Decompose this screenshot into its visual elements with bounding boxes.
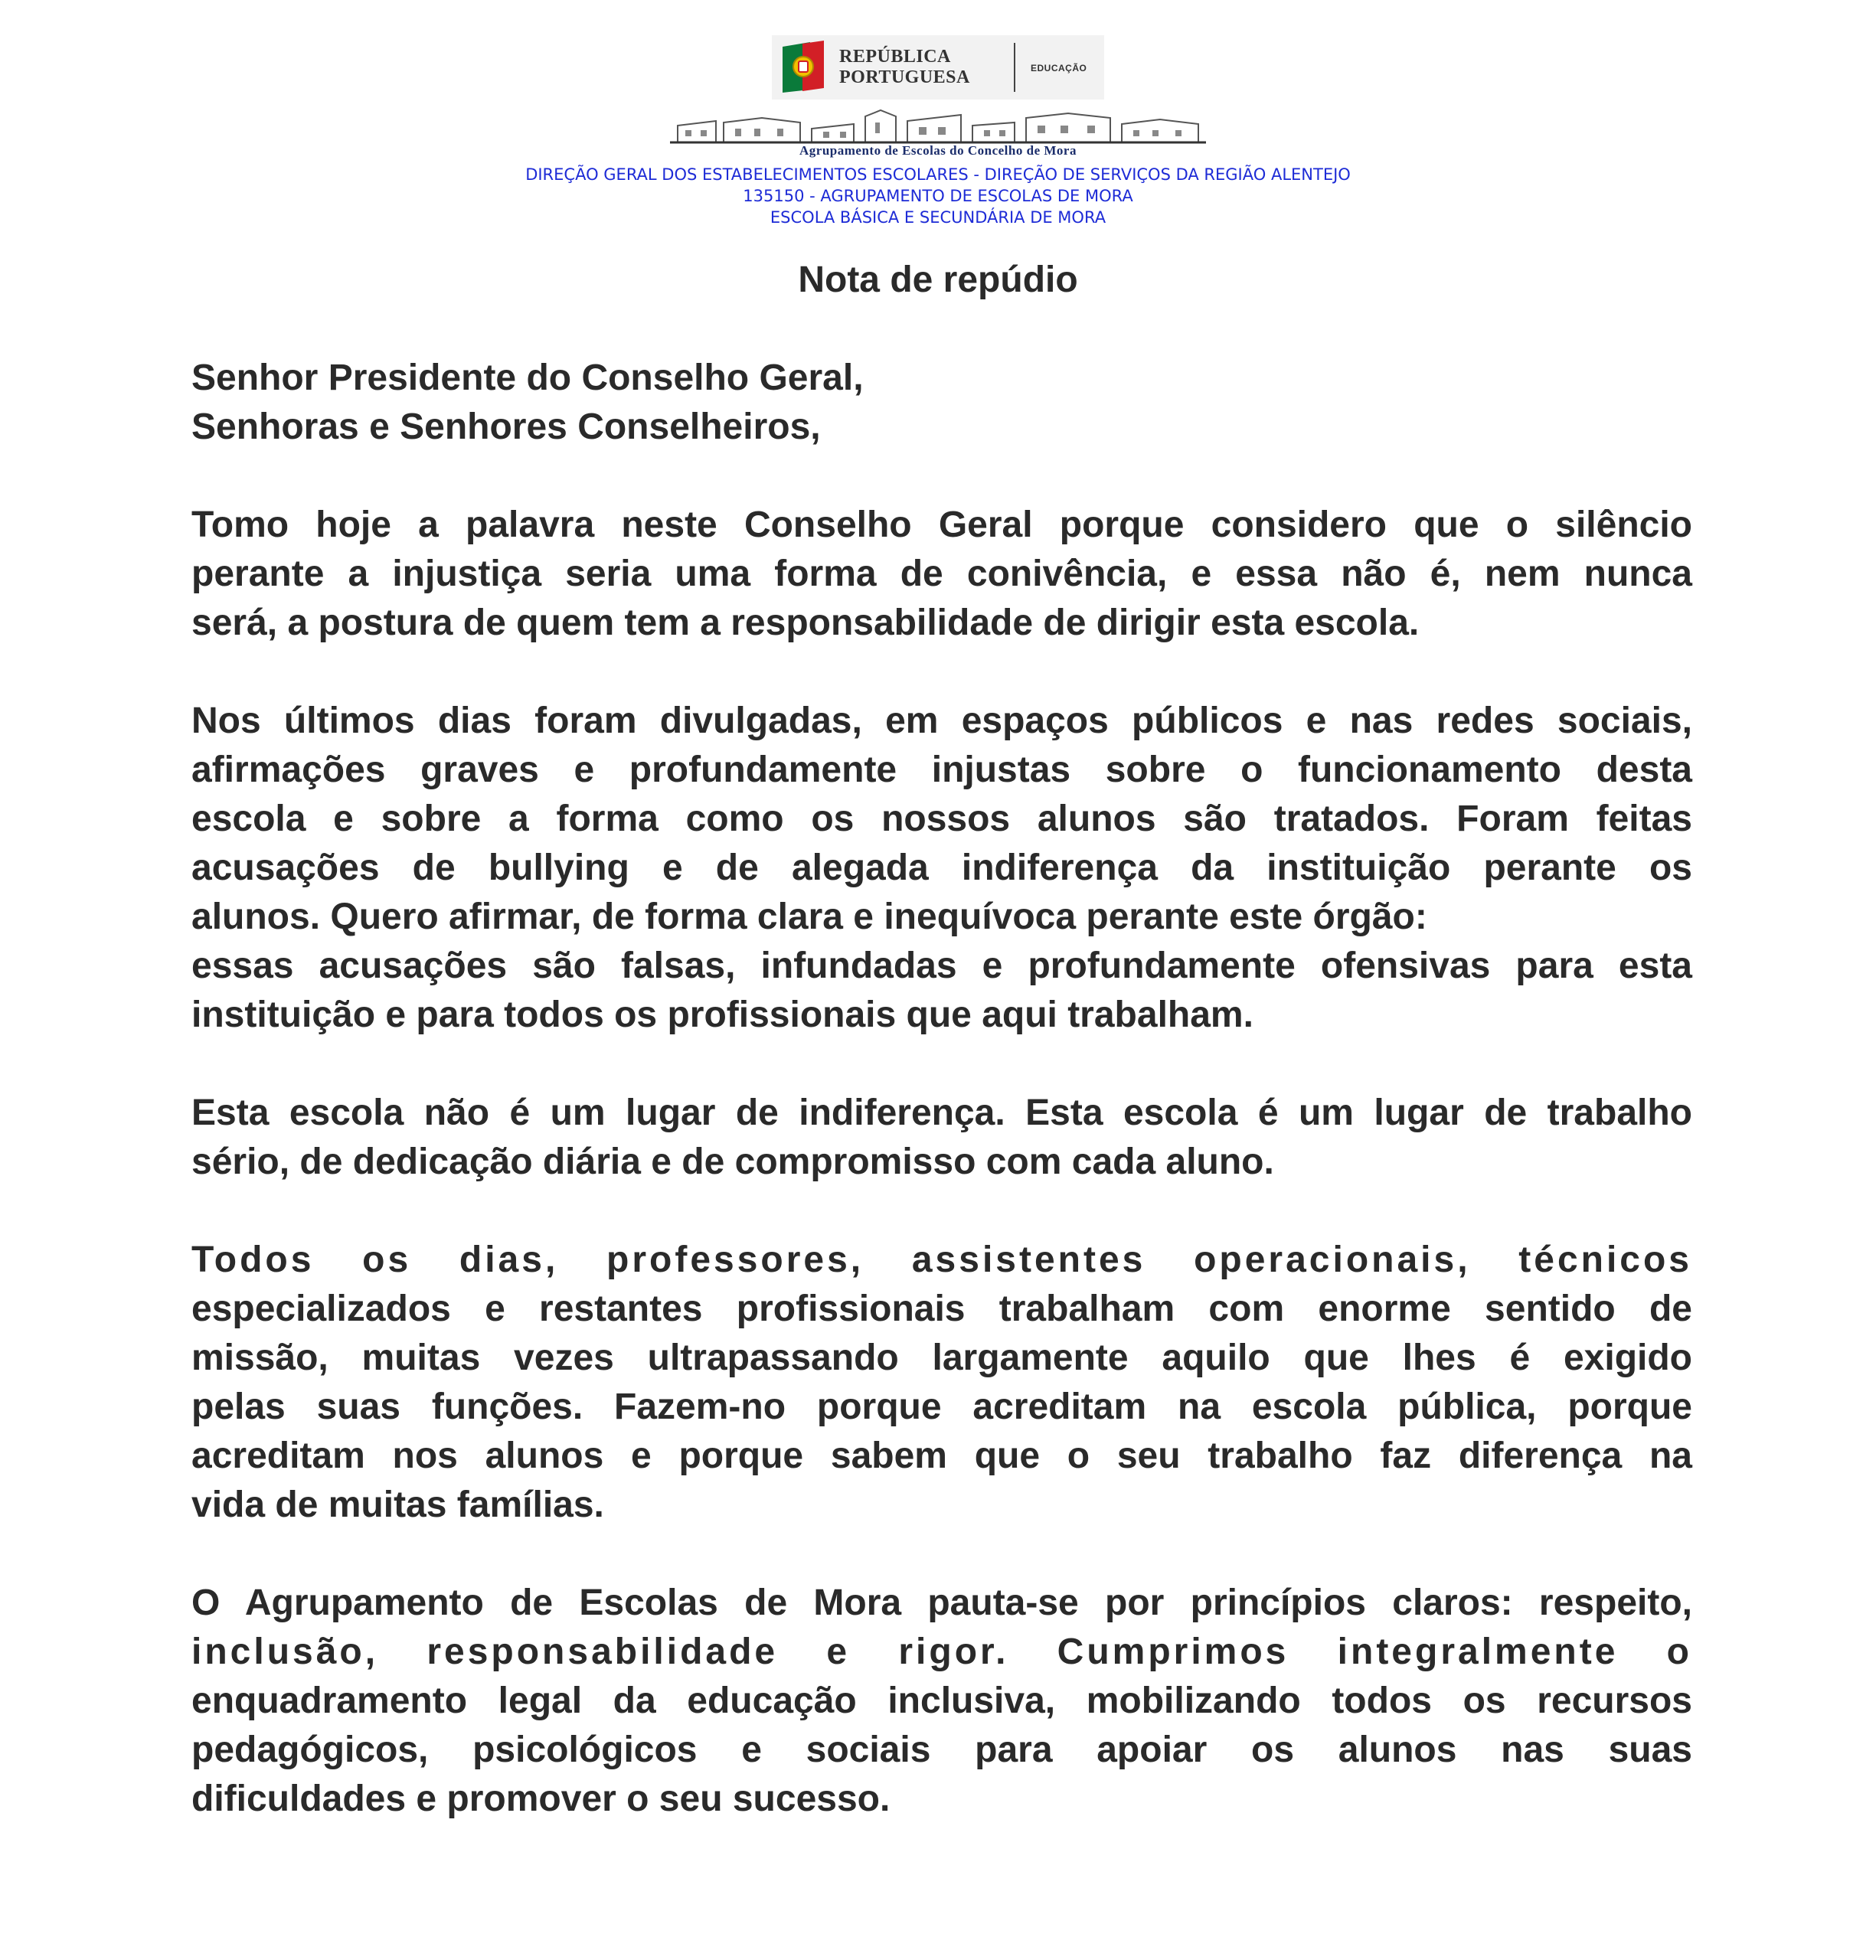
document-title: Nota de repúdio: [798, 260, 1078, 300]
republica-portuguesa-text: [839, 47, 970, 88]
school-banner: [670, 107, 1206, 158]
paragraph-2: [191, 697, 1692, 1040]
paragraph-line: afirmações graves e profundamente injustas sobre o funcionamento desta: [191, 750, 1692, 790]
paragraph-line: Todos os dias, professores, assistentes operacionais, técnicos: [191, 1240, 1692, 1280]
paragraph-line: perante a injustiça seria uma forma de conivência, e essa não é, nem nunca: [191, 554, 1692, 594]
paragraph-5: [191, 1579, 1692, 1824]
paragraph-line: enquadramento legal da educação inclusiva, mobilizando todos os recursos: [191, 1681, 1692, 1721]
banner-title: Agrupamento de Escolas do Concelho de Mora: [799, 143, 1077, 158]
paragraph-line: alunos. Quero afirmar, de forma clara e inequívoca perante este órgão:: [191, 897, 1427, 937]
logo-divider: [1014, 43, 1015, 92]
greeting: [191, 354, 1692, 452]
paragraph-line: dificuldades e promover o seu sucesso.: [191, 1779, 891, 1819]
letterhead: [0, 35, 1876, 228]
institution-lines: [525, 164, 1351, 228]
paragraph-line: Nos últimos dias foram divulgadas, em espaços públicos e nas redes sociais,: [191, 701, 1692, 741]
paragraph-line: pedagógicos, psicológicos e sociais para apoiar os alunos nas suas: [191, 1730, 1692, 1770]
paragraph-line: acreditam nos alunos e porque sabem que o seu trabalho faz diferença na: [191, 1436, 1692, 1476]
republica-line-2: PORTUGUESA: [839, 67, 970, 87]
portuguese-flag-icon: [779, 41, 827, 94]
greeting-line: Senhoras e Senhores Conselheiros,: [191, 407, 821, 447]
paragraph-line: vida de muitas famílias.: [191, 1485, 604, 1525]
institution-line: DIREÇÃO GERAL DOS ESTABELECIMENTOS ESCOLARES - DIREÇÃO DE SERVIÇOS DA REGIÃO ALENTEJO: [525, 165, 1351, 184]
paragraph-line: inclusão, responsabilidade e rigor. Cumprimos integralmente o: [191, 1632, 1692, 1672]
educacao-label: EDUCAÇÃO: [1031, 63, 1087, 74]
paragraph-line: Tomo hoje a palavra neste Conselho Geral porque considero que o silêncio: [191, 505, 1692, 545]
paragraph-1: [191, 501, 1692, 648]
paragraph-line: sério, de dedicação diária e de compromisso com cada aluno.: [191, 1142, 1274, 1182]
paragraph-line: O Agrupamento de Escolas de Mora pauta-se por princípios claros: respeito,: [191, 1583, 1692, 1623]
paragraph-4: [191, 1236, 1692, 1530]
republica-portuguesa-logo: [772, 35, 1104, 100]
greeting-line: Senhor Presidente do Conselho Geral,: [191, 358, 864, 398]
document-body: [191, 354, 1692, 1873]
paragraph-line: essas acusações são falsas, infundadas e profundamente ofensivas para esta: [191, 946, 1692, 986]
institution-line: 135150 - AGRUPAMENTO DE ESCOLAS DE MORA: [743, 187, 1133, 205]
paragraph-line: será, a postura de quem tem a responsabilidade de dirigir esta escola.: [191, 603, 1420, 643]
town-skyline-icon: [670, 107, 1206, 144]
paragraph-line: escola e sobre a forma como os nossos alunos são tratados. Foram feitas: [191, 799, 1692, 839]
paragraph-line: Esta escola não é um lugar de indiferença. Esta escola é um lugar de trabalho: [191, 1093, 1692, 1133]
paragraph-line: acusações de bullying e de alegada indiferença da instituição perante os: [191, 848, 1692, 888]
paragraph-line: especializados e restantes profissionais trabalham com enorme sentido de: [191, 1289, 1692, 1329]
paragraph-line: pelas suas funções. Fazem-no porque acreditam na escola pública, porque: [191, 1387, 1692, 1427]
paragraph-line: instituição e para todos os profissionais que aqui trabalham.: [191, 995, 1253, 1035]
institution-line: ESCOLA BÁSICA E SECUNDÁRIA DE MORA: [770, 208, 1106, 227]
paragraph-line: missão, muitas vezes ultrapassando largamente aquilo que lhes é exigido: [191, 1338, 1692, 1378]
republica-line-1: REPÚBLICA: [839, 47, 951, 67]
paragraph-3: [191, 1089, 1692, 1187]
